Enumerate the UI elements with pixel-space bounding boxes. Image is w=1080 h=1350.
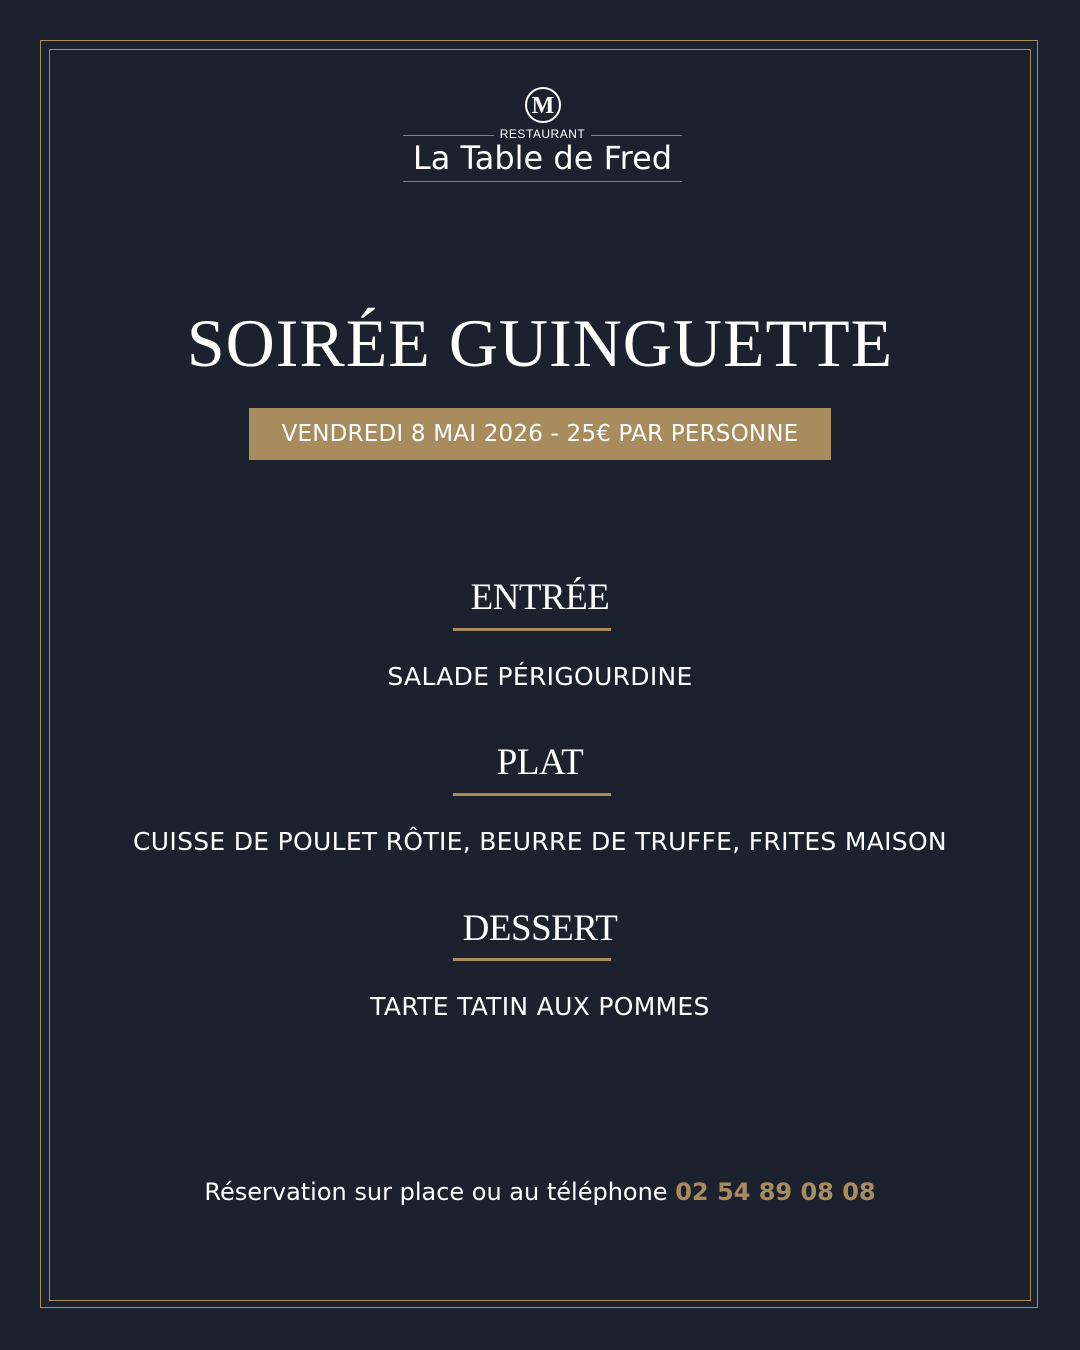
logo-small-label: RESTAURANT (403, 127, 682, 141)
course-heading-plat: PLAT (496, 742, 584, 783)
event-title: SOIRÉE GUINGUETTE (186, 305, 894, 381)
reservation-text: Réservation sur place ou au téléphone (204, 1178, 676, 1206)
reservation-line (0, 1178, 1080, 1206)
course-heading-dessert: DESSERT (462, 908, 618, 949)
logo-bottom-rule (403, 181, 682, 182)
course-dish-plat: CUISSE DE POULET RÔTIE, BEURRE DE TRUFFE, FRITES MAISON (133, 827, 947, 856)
course-rule-entree (453, 628, 611, 631)
restaurant-name: La Table de Fred (412, 139, 673, 177)
restaurant-logo-icon (524, 86, 562, 124)
reservation-phone[interactable]: 02 54 89 08 08 (675, 1178, 876, 1206)
course-dish-dessert: TARTE TATIN AUX POMMES (370, 992, 710, 1021)
logo-monogram: M (531, 93, 555, 119)
date-price-badge: VENDREDI 8 MAI 2026 - 25€ PAR PERSONNE (249, 408, 831, 460)
course-rule-dessert (453, 958, 611, 961)
course-dish-entree: SALADE PÉRIGOURDINE (387, 662, 693, 691)
course-rule-plat (453, 793, 611, 796)
course-heading-entree: ENTRÉE (470, 577, 610, 618)
